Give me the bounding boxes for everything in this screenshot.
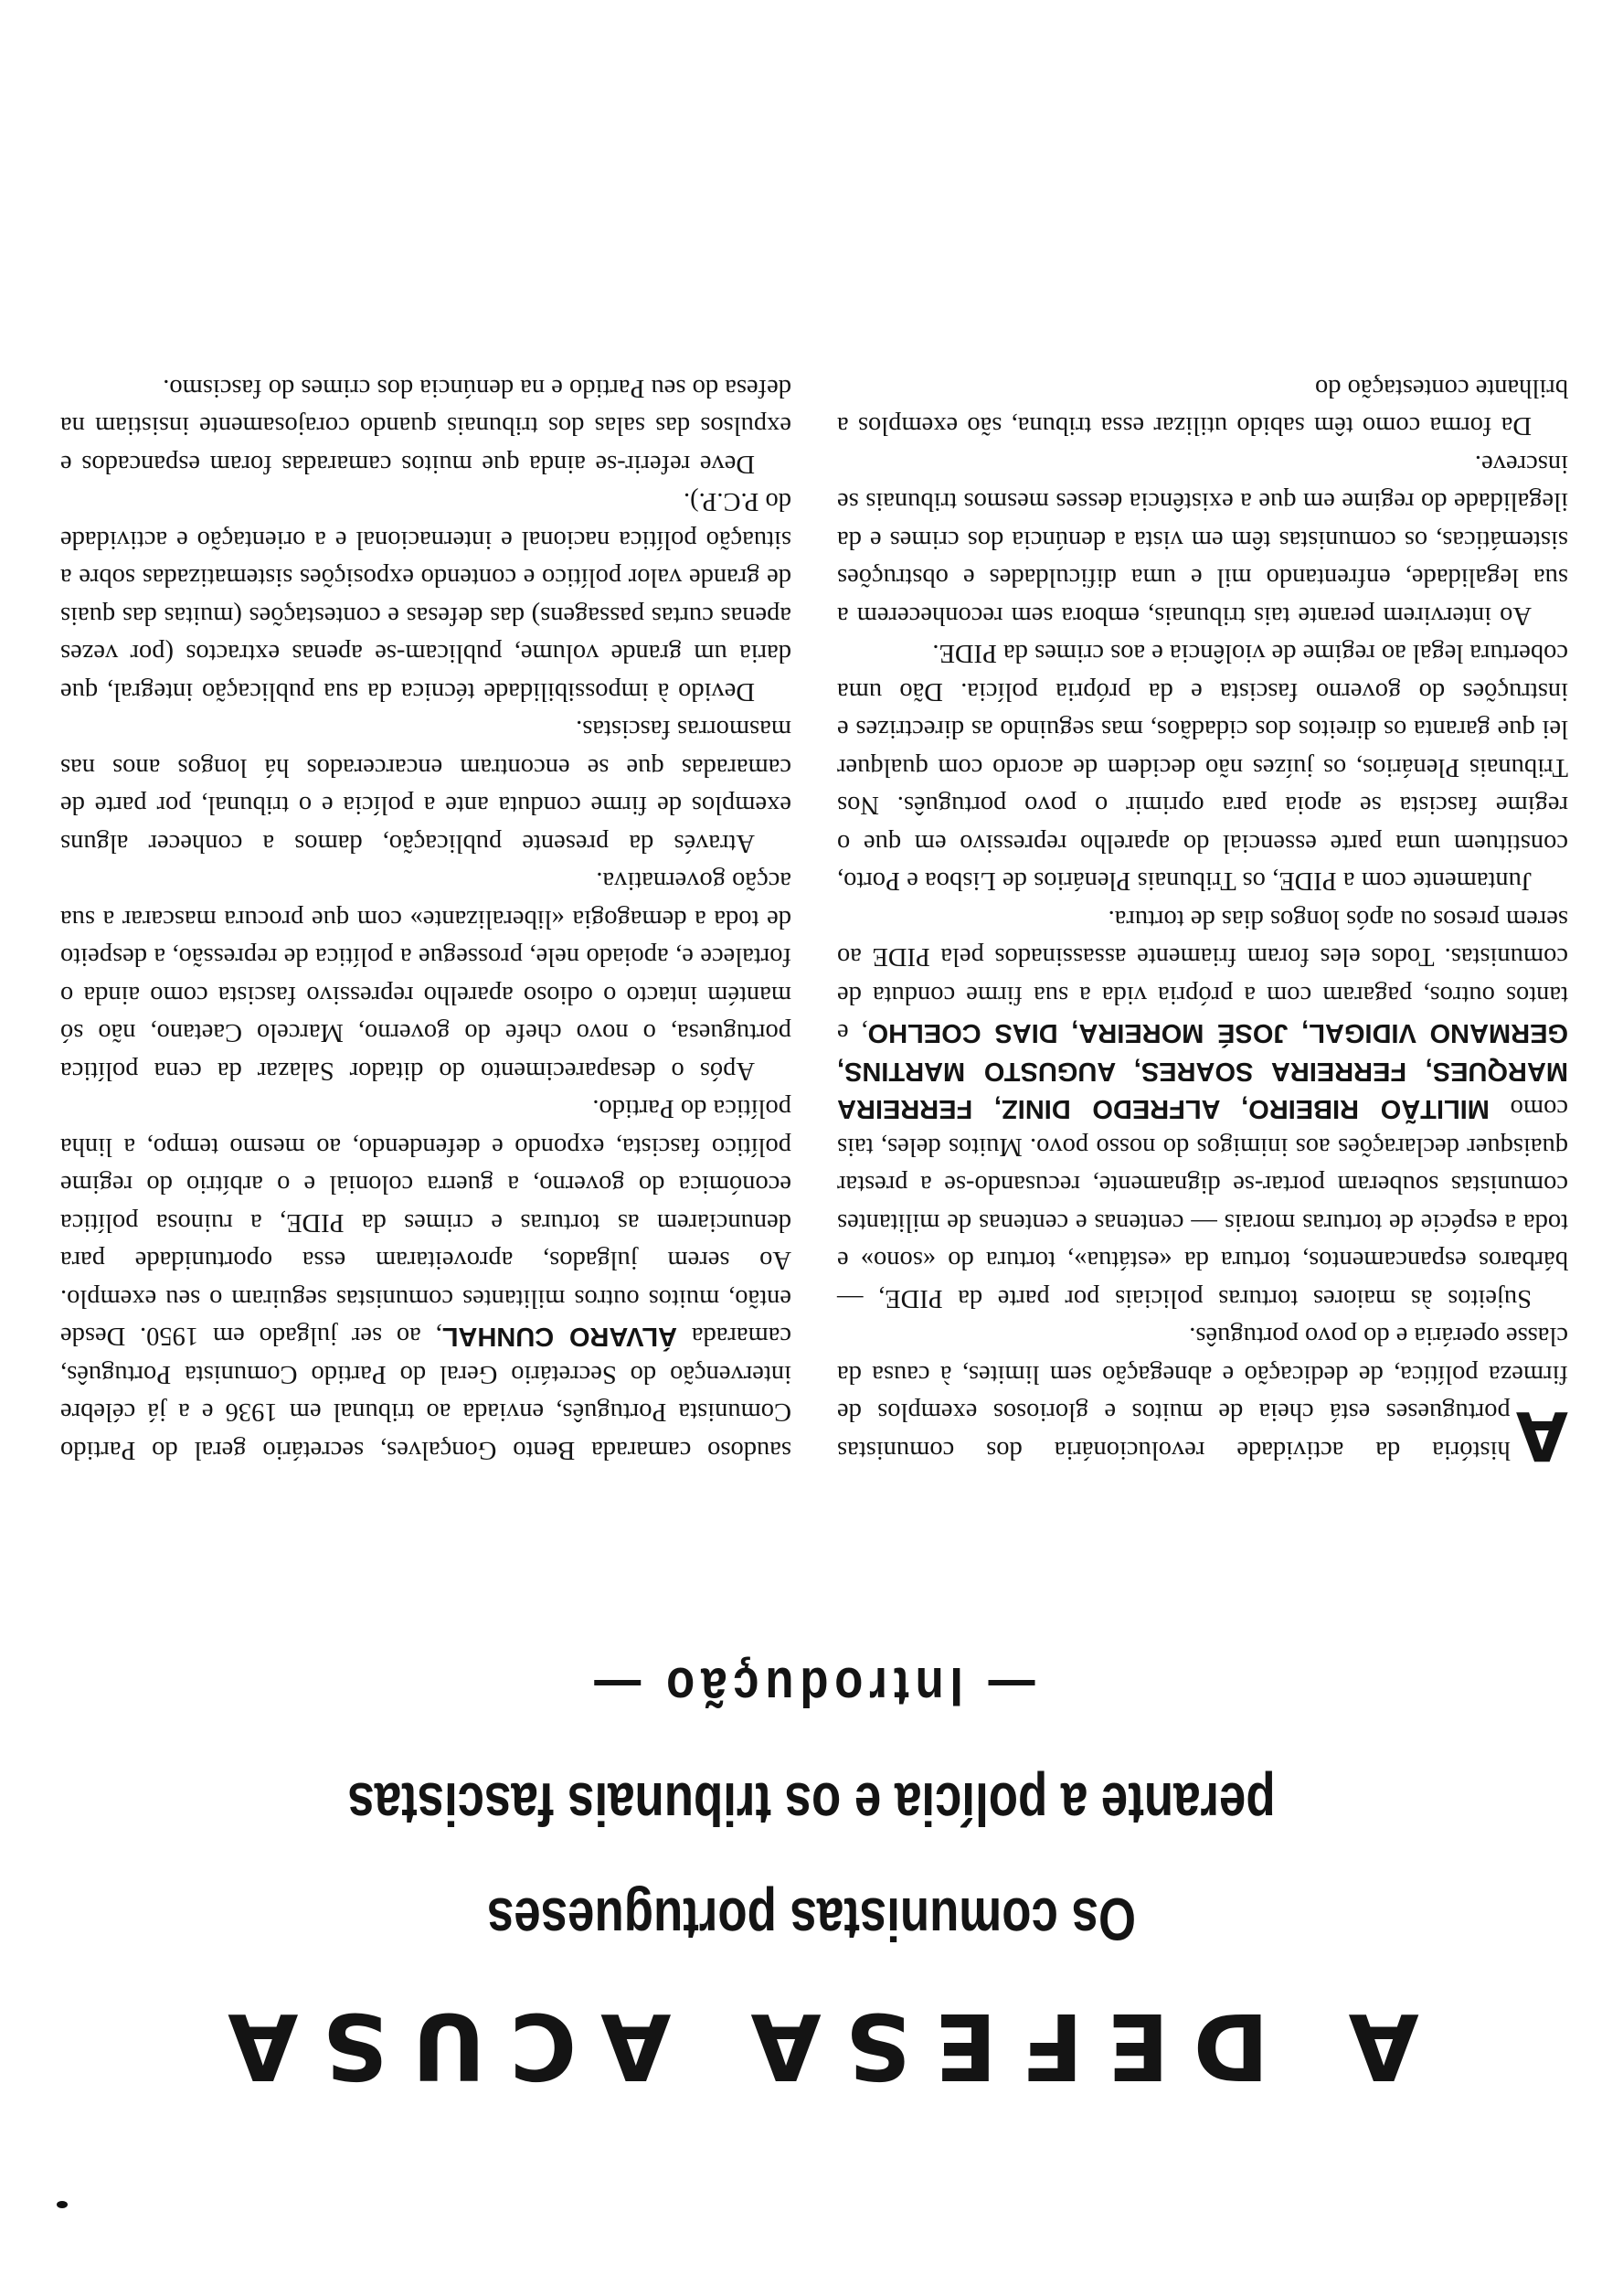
section-heading: — Introdução — xyxy=(588,1656,1035,1717)
subtitle-line-1: Os comunistas portugueses xyxy=(486,1886,1137,1953)
subtitle-line-2: perante a polícia e os tribunais fascistas xyxy=(347,1770,1276,1838)
paragraph-text: Após o desaparecimento do ditador Salazar da cena política portuguesa, o novo chefe do governo, Marcelo Caetano, não só mantém intacto o odioso aparelho repressivo fascista como ainda o fortalece e, apoiado nele, prossegue a política de repressão, a despeito de toda a demagogia «liberalizante» com que procura mascarar a sua acção governativa. xyxy=(60,866,791,1085)
paragraph-text: saudoso camarada Bento Gonçalves, secretário geral do Partido Comunista Português, enviada ao tribunal em 1936 e a já célebre intervenção do Secretário Geral do Partido Comunista Português, camarada xyxy=(60,1322,791,1464)
drop-cap: A xyxy=(1515,1396,1568,1474)
paragraph xyxy=(837,1317,1568,1474)
paragraph-text: Juntamente com a PIDE, os Tribunais Plenários de Lisboa e Porto, constituem uma parte essencial do aparelho repressivo em que o regime fascista se apoia para oprimir o povo português. Nos Tribunais Plenários, os juízes não decidem de acordo com qualquer lei que garanta os direitos dos cidadãos, mas seguindo as directrizes e instruções do governo fascista e da própria polícia. Dão uma cobertura legal ao regime de violência e aos crimes da PIDE. xyxy=(837,639,1568,896)
paragraph-text: Ao intervirem perante tais tribunais, embora sem reconhecerem a sua legalidade, enfrentando mil e uma dificuldades e obstruções sistemáticas, os comunistas têm em vista a denúncia dos crimes e da ilegalidade do regime em que a existência desses mesmos tribunais se inscreve. xyxy=(837,450,1568,630)
paragraph xyxy=(837,634,1568,900)
paragraph-text: história da actividade revolucionária dos comunistas portugueses está cheia de muitos e gloriosos exemplos de firmeza política, de dedicação e abnegação sem limites, à causa da classe operária e do povo português. xyxy=(837,1322,1568,1464)
paragraph-text: Através da presente publicação, damos a conhecer alguns exemplos de firme conduta ante a polícia e o tribunal, por parte de camaradas que se encontram encarcerados há longos anos nas masmorras fascistas. xyxy=(60,715,791,857)
paragraph-text: , ao ser julgado em 1950. Desde então, muitos outros militantes comunistas seguiram o seu exemplo. Ao serem julgados, aproveitaram essa oportunidade para denunciarem as torturas e crimes da PIDE, a ruinosa política económica do governo, a guerra colonial e o arbítrio do regime político fascista, expondo e defendendo, ao mesmo tempo, a linha política do Partido. xyxy=(60,1094,791,1351)
ink-speck xyxy=(57,2201,68,2208)
paragraph xyxy=(60,1090,791,1469)
paragraph xyxy=(60,710,791,862)
right-column xyxy=(60,369,791,1470)
paragraph xyxy=(60,483,791,710)
paragraph-text: Da forma como têm sabido utilizar essa tribuna, são exemplos a brilhante contestação do xyxy=(837,374,1568,441)
paragraph xyxy=(60,862,791,1090)
paragraph-text: Deve referir-se ainda que muitos camaradas foram espancados e expulsos das salas dos tribunais quando corajosamente insistiam na defesa do seu Partido e na denúncia dos crimes do fascismo. xyxy=(60,374,791,478)
paragraph xyxy=(837,445,1568,635)
paragraph-text: Sujeitos às maiores torturas policiais por parte da PIDE, — bárbaros espancamentos, tortura da «estátua», tortura do «sono» e toda a espécie de torturas morais — centenas e centenas de militantes comunistas souberam portar-se dignamente, recusando-se a prestar quaisquer declarações aos inimigos do nosso povo. Muitos deles, tais como xyxy=(837,1094,1568,1313)
paragraph-text: Devido à impossibilidade técnica da sua publicação integral, que daria um grande volume, publicam-se apenas extractos (por vezes apenas curtas passagens) das defesas e contestações (muitas das quais de grande valor político e contendo exposições sistematizadas sobre a situação política nacional e internacional e a orientação e actividade do P.C.P.). xyxy=(60,487,791,706)
document-title: A DEFESA ACUSA xyxy=(204,1993,1419,2099)
paragraph-text: , e tantos outros, pagaram com a própria vida a sua firme conduta de comunistas. Todos eles foram friamente assassinados pela PIDE ao serem presos ou após longos dias de tortura. xyxy=(837,905,1568,1047)
martyrs-names: MILITÃO RIBEIRO, ALFREDO DINIZ, FERREIRA MARQUES, FERREIRA SOARES, AUGUSTO MARTINS, GERMANO VIDIGAL, JOSÉ MOREIRA, DIAS COELHO xyxy=(837,1018,1568,1124)
paragraph xyxy=(60,369,791,484)
left-column xyxy=(837,369,1568,1474)
leader-name: ÁLVARO CUNHAL xyxy=(441,1322,678,1352)
paragraph xyxy=(837,900,1568,1318)
paragraph xyxy=(837,369,1568,445)
